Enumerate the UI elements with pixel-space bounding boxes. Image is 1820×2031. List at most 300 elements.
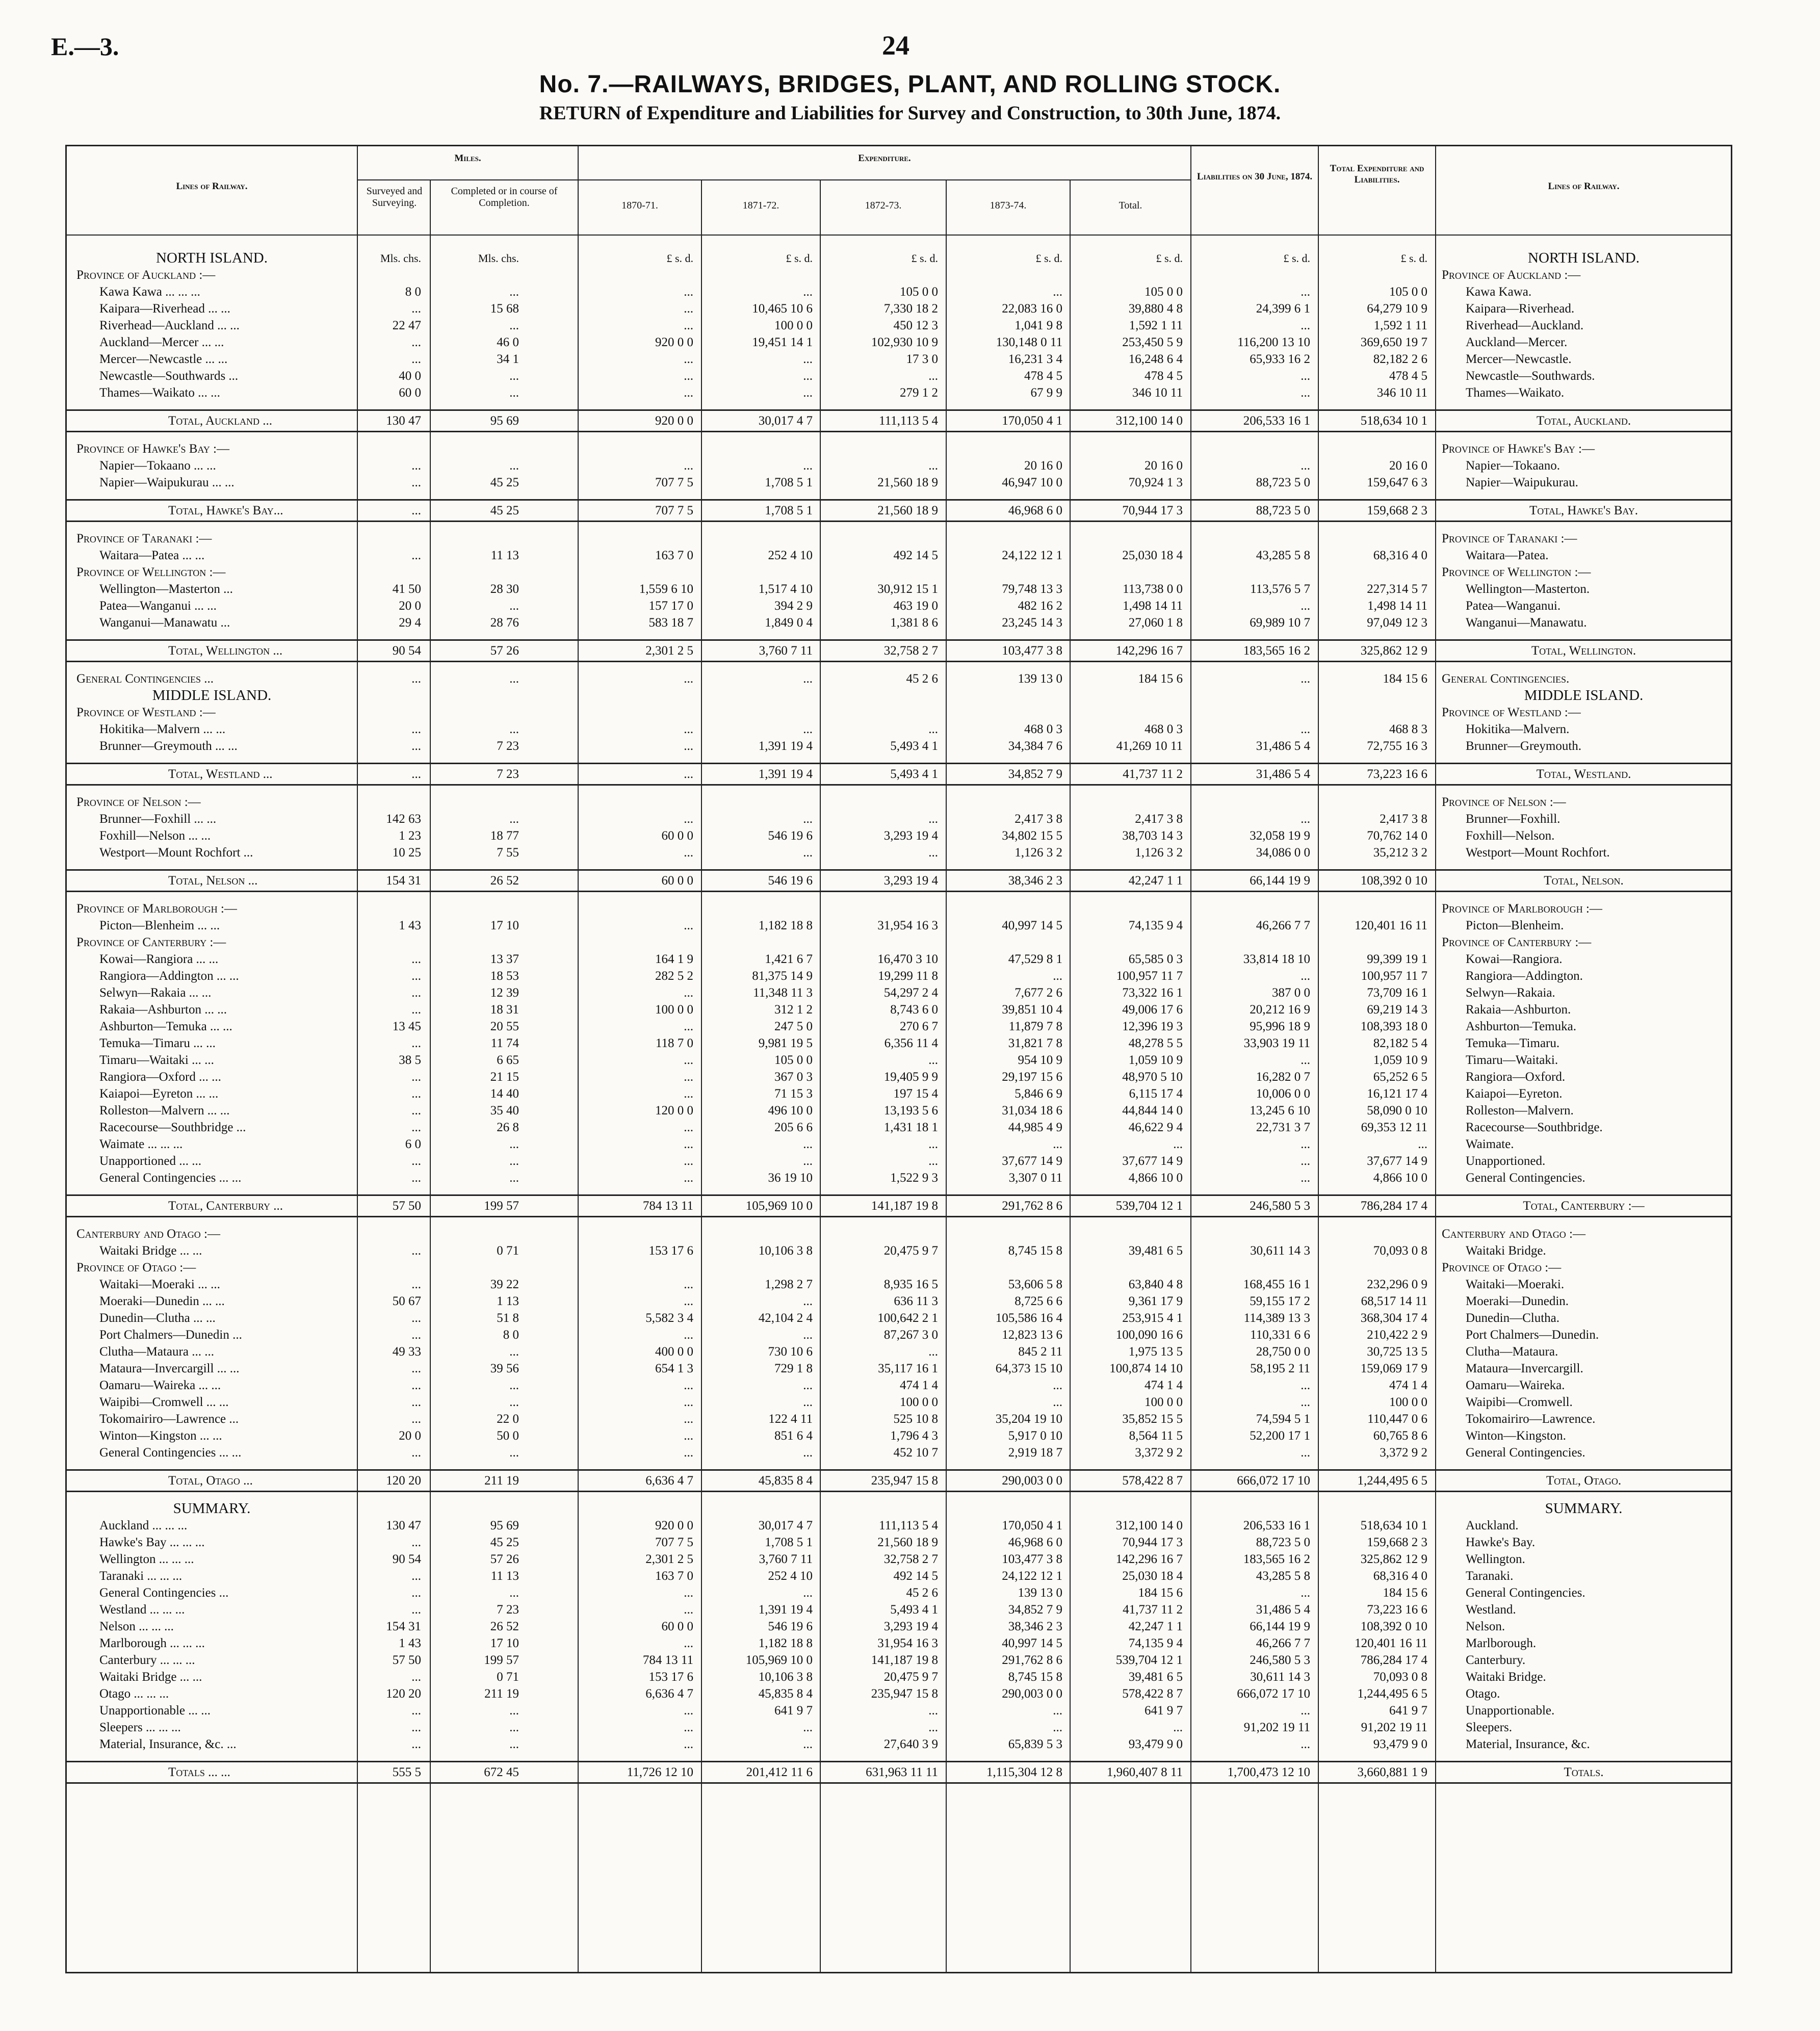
cell-surv: 120 20: [386, 1474, 421, 1488]
cell-e1: ...: [684, 1603, 693, 1617]
row-label-right: Total, Westland.: [1536, 767, 1631, 781]
cell-e2: 730 10 6: [768, 1345, 813, 1359]
cell-gt: 16,121 17 4: [1367, 1087, 1427, 1101]
cell-liab: ...: [1301, 722, 1310, 736]
cell-tot: 6,115 17 4: [1129, 1087, 1183, 1101]
cell-surv: ...: [411, 335, 421, 349]
row-label-right: Auckland.: [1466, 1519, 1519, 1532]
cell-comp: ...: [509, 459, 519, 473]
cell-e4: 103,477 3 8: [1002, 644, 1062, 658]
table-row: [0, 300, 1820, 317]
cell-tot: 35,852 15 5: [1122, 1412, 1183, 1426]
cell-comp: 8 0: [503, 1328, 519, 1342]
cell-liab: 95,996 18 9: [1250, 1020, 1310, 1033]
table-row: [0, 1444, 1820, 1461]
cell-e2: 546 19 6: [768, 1620, 813, 1633]
rule-line: [65, 1782, 1732, 1784]
row-label: Racecourse—Southbridge ...: [99, 1121, 246, 1134]
cell-gt: 108,393 18 0: [1360, 1020, 1427, 1033]
cell-e3: 20,475 9 7: [883, 1670, 938, 1684]
table-row: [0, 1534, 1820, 1551]
cell-surv: ...: [411, 1704, 421, 1717]
cell-e1: 120 0 0: [655, 1104, 693, 1117]
cell-surv: ...: [411, 1244, 421, 1258]
cell-e2: 10,106 3 8: [758, 1670, 813, 1684]
table-row: [0, 766, 1820, 783]
cell-tot: 1,592 1 11: [1129, 319, 1183, 332]
cell-surv: ...: [411, 1036, 421, 1050]
unit-lsd-2: £ s. d.: [786, 252, 813, 265]
cell-tot: 49,006 17 6: [1122, 1003, 1183, 1017]
cell-surv: ...: [411, 1737, 421, 1751]
row-label-right: Waitaki—Moeraki.: [1466, 1278, 1565, 1291]
cell-comp: 11 13: [490, 1569, 519, 1583]
cell-e4: 1,126 3 2: [1015, 846, 1062, 860]
table-row: [0, 1035, 1820, 1052]
row-label-right: Oamaru—Waireka.: [1466, 1378, 1565, 1392]
cell-e3: 5,493 4 1: [890, 1603, 938, 1617]
cell-tot: 578,422 8 7: [1122, 1687, 1183, 1701]
cell-surv: 8 0: [405, 285, 421, 299]
cell-e2: 9,981 19 5: [758, 1036, 813, 1050]
row-label: Winton—Kingston ... ...: [99, 1429, 222, 1443]
cell-e3: 45 2 6: [906, 1586, 938, 1600]
cell-e3: 31,954 16 3: [877, 1636, 938, 1650]
unit-surveyed: Mls. chs.: [380, 252, 421, 265]
cell-e4: ...: [1053, 1721, 1062, 1734]
cell-comp: 26 52: [490, 874, 519, 888]
cell-liab: 110,331 6 6: [1250, 1328, 1310, 1342]
cell-comp: ...: [509, 672, 519, 686]
cell-gt: 35,212 3 2: [1373, 846, 1427, 860]
cell-liab: 206,533 16 1: [1243, 414, 1310, 428]
cell-e1: 60 0 0: [661, 874, 693, 888]
cell-e4: 38,346 2 3: [1008, 1620, 1062, 1633]
table-row: [0, 1069, 1820, 1085]
row-label: Total, Nelson ...: [168, 874, 258, 888]
cell-comp: 17 10: [490, 919, 519, 932]
cell-liab: 88,723 5 0: [1256, 504, 1310, 517]
row-label-right: General Contingencies.: [1442, 672, 1570, 686]
cell-comp: ...: [509, 285, 519, 299]
row-label-right: Nelson.: [1466, 1620, 1505, 1633]
cell-e4: 8,745 15 8: [1008, 1244, 1062, 1258]
cell-e3: 21,560 18 9: [877, 476, 938, 489]
cell-gt: 110,447 0 6: [1367, 1412, 1427, 1426]
cell-tot: 100 0 0: [1145, 1395, 1183, 1409]
row-label-right: Wellington.: [1466, 1552, 1525, 1566]
row-label: Clutha—Mataura ... ...: [99, 1345, 214, 1359]
cell-comp: 211 19: [484, 1687, 519, 1701]
cell-gt: 184 15 6: [1383, 672, 1427, 686]
row-label-right: Racecourse—Southbridge.: [1466, 1121, 1603, 1134]
cell-e3: 8,935 16 5: [883, 1278, 938, 1291]
table-row: [0, 968, 1820, 984]
row-label: Wellington—Masterton ...: [99, 582, 233, 596]
cell-e4: 170,050 4 1: [1002, 1519, 1062, 1532]
cell-e4: 12,823 13 6: [1002, 1328, 1062, 1342]
cell-gt: 120,401 16 11: [1355, 1636, 1427, 1650]
row-label: Port Chalmers—Dunedin ...: [99, 1328, 242, 1342]
row-label: Province of Westland :—: [76, 706, 216, 719]
cell-e1: ...: [684, 352, 693, 366]
row-label: Hawke's Bay ... ... ...: [99, 1535, 205, 1549]
table-row: [0, 597, 1820, 614]
cell-gt: 69,219 14 3: [1367, 1003, 1427, 1017]
unit-lsd-1: £ s. d.: [666, 252, 693, 265]
cell-comp: 35 40: [490, 1104, 519, 1117]
row-label-right: Ashburton—Temuka.: [1466, 1020, 1576, 1033]
cell-liab: 168,455 16 1: [1243, 1278, 1310, 1291]
cell-gt: 3,372 9 2: [1380, 1446, 1427, 1460]
cell-gt: 70,093 0 8: [1373, 1670, 1427, 1684]
cell-e3: 13,193 5 6: [883, 1104, 938, 1117]
row-label: Otago ... ... ...: [99, 1687, 169, 1701]
cell-e2: ...: [803, 1328, 813, 1342]
table-row: [0, 844, 1820, 861]
cell-surv: 57 50: [392, 1199, 421, 1213]
table-row: [0, 1226, 1820, 1242]
row-label-right: Total, Wellington.: [1531, 644, 1636, 658]
cell-liab: 31,486 5 4: [1256, 1603, 1310, 1617]
row-label: Patea—Wanganui ... ...: [99, 599, 217, 613]
header-1870-71: 1870-71.: [621, 200, 658, 211]
cell-e1: 282 5 2: [655, 969, 693, 983]
cell-e4: 291,762 8 6: [1002, 1199, 1062, 1213]
cell-e2: 252 4 10: [768, 1569, 813, 1583]
cell-surv: ...: [411, 1104, 421, 1117]
cell-comp: 45 25: [490, 476, 519, 489]
rule-line: [65, 499, 1732, 501]
cell-e2: 1,708 5 1: [765, 1535, 813, 1549]
row-label-right: Total, Otago.: [1546, 1474, 1622, 1488]
cell-comp: 7 23: [497, 767, 519, 781]
cell-e2: 312 1 2: [774, 1003, 813, 1017]
cell-surv: ...: [411, 1003, 421, 1017]
table-row: [0, 900, 1820, 917]
row-label-right: Province of Otago :—: [1442, 1261, 1562, 1274]
cell-surv: ...: [411, 1603, 421, 1617]
rule-line: [65, 639, 1732, 641]
cell-tot: 142,296 16 7: [1115, 1552, 1183, 1566]
cell-tot: 539,704 12 1: [1115, 1653, 1183, 1667]
cell-e2: 1,182 18 8: [758, 1636, 813, 1650]
row-label: Wanganui—Manawatu ...: [99, 616, 230, 630]
cell-gt: 786,284 17 4: [1360, 1653, 1427, 1667]
cell-e4: 5,917 0 10: [1008, 1429, 1062, 1443]
table-row: [0, 1242, 1820, 1259]
table-row: [0, 502, 1820, 519]
cell-surv: ...: [411, 1087, 421, 1101]
row-label: MIDDLE ISLAND.: [152, 687, 272, 704]
table-row: [0, 1102, 1820, 1119]
cell-surv: ...: [411, 1412, 421, 1426]
header-total: Total.: [1119, 200, 1142, 211]
cell-surv: 90 54: [392, 1552, 421, 1566]
unit-lsd-6: £ s. d.: [1283, 252, 1310, 265]
cell-gt: 518,634 10 1: [1360, 414, 1427, 428]
row-label: Brunner—Foxhill ... ...: [99, 812, 217, 826]
cell-liab: 20,212 16 9: [1250, 1003, 1310, 1017]
cell-gt: 70,093 0 8: [1373, 1244, 1427, 1258]
cell-tot: 468 0 3: [1145, 722, 1183, 736]
cell-comp: ...: [509, 599, 519, 613]
row-label: Waitara—Patea ... ...: [99, 549, 205, 562]
row-label-right: Brunner—Greymouth.: [1466, 739, 1582, 753]
cell-comp: 14 40: [490, 1087, 519, 1101]
cell-e2: 1,708 5 1: [765, 504, 813, 517]
cell-liab: 46,266 7 7: [1256, 1636, 1310, 1650]
row-label: Wellington ... ... ...: [99, 1552, 194, 1566]
cell-e4: 40,997 14 5: [1002, 919, 1062, 932]
cell-e2: 10,106 3 8: [758, 1244, 813, 1258]
cell-comp: ...: [509, 1446, 519, 1460]
cell-e1: 920 0 0: [655, 335, 693, 349]
cell-e2: 1,849 0 4: [765, 616, 813, 630]
cell-liab: 33,903 19 11: [1243, 1036, 1310, 1050]
row-label-right: Port Chalmers—Dunedin.: [1466, 1328, 1599, 1342]
table-row: [0, 351, 1820, 368]
row-label-right: Waitaki Bridge.: [1466, 1670, 1546, 1684]
cell-e3: 31,954 16 3: [877, 919, 938, 932]
cell-e1: 784 13 11: [642, 1199, 693, 1213]
rule-line: [65, 1216, 1732, 1217]
row-label-right: Province of Auckland :—: [1442, 268, 1581, 282]
cell-comp: 22 0: [497, 1412, 519, 1426]
cell-liab: 1,700,473 12 10: [1227, 1765, 1310, 1779]
cell-e1: ...: [684, 302, 693, 316]
cell-comp: 50 0: [497, 1429, 519, 1443]
cell-e3: 54,297 2 4: [883, 986, 938, 1000]
table-title: No. 7.—RAILWAYS, BRIDGES, PLANT, AND ROLLING STOCK.: [539, 71, 1281, 98]
rule-line: [65, 431, 1732, 432]
cell-liab: ...: [1301, 1378, 1310, 1392]
cell-tot: 41,269 10 11: [1116, 739, 1183, 753]
table-row: [0, 811, 1820, 827]
row-label-right: Tokomairiro—Lawrence.: [1466, 1412, 1596, 1426]
cell-e1: 163 7 0: [655, 1569, 693, 1583]
cell-e1: 5,582 3 4: [645, 1311, 693, 1325]
cell-e4: 290,003 0 0: [1002, 1687, 1062, 1701]
cell-liab: 46,266 7 7: [1256, 919, 1310, 932]
cell-e3: ...: [928, 1137, 938, 1151]
cell-comp: 15 68: [490, 302, 519, 316]
cell-tot: 20 16 0: [1145, 459, 1183, 473]
row-label: Auckland ... ... ...: [99, 1519, 188, 1532]
cell-gt: 159,668 2 3: [1367, 1535, 1427, 1549]
row-label: Province of Otago :—: [76, 1261, 196, 1274]
row-label: Total, Canterbury ...: [168, 1199, 283, 1213]
cell-e3: 111,113 5 4: [879, 414, 938, 428]
cell-gt: 468 8 3: [1389, 722, 1427, 736]
cell-tot: 105 0 0: [1145, 285, 1183, 299]
row-label: Moeraki—Dunedin ... ...: [99, 1294, 225, 1308]
cell-e3: 6,356 11 4: [884, 1036, 938, 1050]
cell-gt: 20 16 0: [1389, 459, 1427, 473]
row-label-right: Napier—Waipukurau.: [1466, 476, 1578, 489]
row-label-right: Unapportionable.: [1466, 1704, 1555, 1717]
row-label-right: Wellington—Masterton.: [1466, 582, 1590, 596]
cell-tot: 641 9 7: [1145, 1704, 1183, 1717]
cell-e1: ...: [684, 1636, 693, 1650]
table-row: [0, 334, 1820, 351]
cell-surv: 10 25: [392, 846, 421, 860]
table-row: [0, 1085, 1820, 1102]
cell-tot: 38,703 14 3: [1122, 829, 1183, 843]
cell-e4: 1,041 9 8: [1015, 319, 1062, 332]
cell-surv: 154 31: [386, 1620, 421, 1633]
cell-e2: ...: [803, 846, 813, 860]
cell-tot: 39,880 4 8: [1128, 302, 1183, 316]
cell-e2: ...: [803, 1395, 813, 1409]
cell-e3: 235,947 15 8: [871, 1474, 938, 1488]
cell-e3: 452 10 7: [893, 1446, 938, 1460]
row-label-right: Sleepers.: [1466, 1721, 1512, 1734]
cell-e3: ...: [928, 459, 938, 473]
row-label-right: Picton—Blenheim.: [1466, 919, 1564, 932]
cell-comp: 46 0: [497, 335, 519, 349]
cell-e4: 105,586 16 4: [995, 1311, 1062, 1325]
cell-gt: 73,223 16 6: [1367, 767, 1427, 781]
cell-e1: ...: [684, 1721, 693, 1734]
cell-e2: 1,391 19 4: [758, 767, 813, 781]
cell-gt: 369,650 19 7: [1360, 335, 1427, 349]
cell-comp: ...: [509, 1378, 519, 1392]
cell-e3: 1,796 4 3: [890, 1429, 938, 1443]
cell-tot: 1,975 13 5: [1128, 1345, 1183, 1359]
cell-e3: ...: [928, 1721, 938, 1734]
cell-surv: ...: [411, 1670, 421, 1684]
table-row: [0, 687, 1820, 704]
row-label: Timaru—Waitaki ... ...: [99, 1053, 214, 1067]
cell-e2: 3,760 7 11: [759, 1552, 813, 1566]
table-row: [0, 474, 1820, 491]
cell-comp: 18 77: [490, 829, 519, 843]
cell-e1: 153 17 6: [648, 1244, 693, 1258]
table-row: [0, 794, 1820, 811]
cell-e1: ...: [684, 369, 693, 383]
cell-surv: 130 47: [386, 414, 421, 428]
cell-e4: 139 13 0: [1018, 1586, 1062, 1600]
row-label-right: Kowai—Rangiora.: [1466, 952, 1563, 966]
cell-comp: 11 74: [490, 1036, 519, 1050]
cell-surv: 49 33: [392, 1345, 421, 1359]
cell-surv: ...: [411, 722, 421, 736]
cell-tot: 39,481 6 5: [1128, 1244, 1183, 1258]
row-label: Mercer—Newcastle ... ...: [99, 352, 228, 366]
cell-surv: ...: [411, 1154, 421, 1168]
cell-liab: 32,058 19 9: [1250, 829, 1310, 843]
cell-e2: 105,969 10 0: [745, 1199, 813, 1213]
cell-gt: 227,314 5 7: [1367, 582, 1427, 596]
row-label-right: Foxhill—Nelson.: [1466, 829, 1555, 843]
cell-e4: ...: [1053, 285, 1062, 299]
cell-e3: 21,560 18 9: [877, 504, 938, 517]
row-label-right: Mercer—Newcastle.: [1466, 352, 1572, 366]
cell-gt: 108,392 0 10: [1360, 1620, 1427, 1633]
table-row: [0, 1394, 1820, 1411]
cell-e4: 79,748 13 3: [1002, 582, 1062, 596]
cell-e1: 707 7 5: [655, 504, 693, 517]
cell-tot: 25,030 18 4: [1122, 549, 1183, 562]
cell-tot: 3,372 9 2: [1135, 1446, 1183, 1460]
cell-e1: 654 1 3: [655, 1362, 693, 1375]
cell-surv: ...: [411, 1586, 421, 1600]
cell-e3: 17 3 0: [906, 352, 938, 366]
table-row: [0, 951, 1820, 968]
cell-comp: 7 55: [497, 846, 519, 860]
cell-tot: ...: [1173, 1721, 1183, 1734]
cell-e2: 105 0 0: [774, 1053, 813, 1067]
row-label-right: Province of Nelson :—: [1442, 795, 1566, 809]
cell-gt: 518,634 10 1: [1360, 1519, 1427, 1532]
unit-lsd-5: £ s. d.: [1156, 252, 1183, 265]
table-row: [0, 317, 1820, 334]
table-row: [0, 1018, 1820, 1035]
cell-e2: 36 19 10: [768, 1171, 813, 1185]
cell-surv: ...: [411, 672, 421, 686]
cell-tot: 1,960,407 8 11: [1106, 1765, 1183, 1779]
cell-gt: 641 9 7: [1389, 1704, 1427, 1717]
row-label-right: Unapportioned.: [1466, 1154, 1546, 1168]
cell-surv: ...: [411, 986, 421, 1000]
row-label-right: Clutha—Mataura.: [1466, 1345, 1558, 1359]
cell-surv: 22 47: [392, 319, 421, 332]
cell-e1: ...: [684, 1378, 693, 1392]
cell-e4: 34,802 15 5: [1002, 829, 1062, 843]
table-row: [0, 1136, 1820, 1153]
cell-comp: 1 13: [497, 1294, 519, 1308]
rule-line: [65, 763, 1732, 764]
cell-liab: ...: [1301, 1586, 1310, 1600]
cell-e4: 11,879 7 8: [1008, 1020, 1062, 1033]
row-label: Province of Taranaki :—: [76, 532, 212, 545]
row-label-right: Hokitika—Malvern.: [1466, 722, 1570, 736]
cell-gt: 1,592 1 11: [1373, 319, 1427, 332]
cell-e4: 24,122 12 1: [1002, 549, 1062, 562]
cell-liab: ...: [1301, 319, 1310, 332]
cell-e4: ...: [1053, 1704, 1062, 1717]
cell-tot: 1,059 10 9: [1128, 1053, 1183, 1067]
row-label: General Contingencies ...: [99, 1586, 229, 1600]
cell-e4: 2,919 18 7: [1008, 1446, 1062, 1460]
table-row: [0, 917, 1820, 934]
cell-e2: 247 5 0: [774, 1020, 813, 1033]
cell-surv: ...: [411, 1446, 421, 1460]
cell-comp: ...: [509, 1137, 519, 1151]
cell-e2: 205 6 6: [774, 1121, 813, 1134]
cell-liab: 33,814 18 10: [1243, 952, 1310, 966]
cell-e3: 16,470 3 10: [877, 952, 938, 966]
table-row: [0, 1584, 1820, 1601]
row-label-right: Brunner—Foxhill.: [1466, 812, 1561, 826]
row-label-right: Thames—Waikato.: [1466, 386, 1565, 400]
cell-e3: ...: [928, 846, 938, 860]
cell-comp: 26 52: [490, 1620, 519, 1633]
table-row: [0, 1618, 1820, 1635]
row-label-right: Temuka—Timaru.: [1466, 1036, 1560, 1050]
table-row: [0, 984, 1820, 1001]
cell-gt: 64,279 10 9: [1367, 302, 1427, 316]
cell-e3: 631,963 11 11: [866, 1765, 938, 1779]
cell-e1: ...: [684, 1121, 693, 1134]
cell-comp: 28 76: [490, 616, 519, 630]
cell-e3: 3,293 19 4: [883, 874, 938, 888]
header-lines: Lines of Railway.: [176, 181, 248, 192]
cell-gt: 3,660,881 1 9: [1357, 1765, 1427, 1779]
cell-surv: ...: [411, 969, 421, 983]
cell-gt: 1,244,495 6 5: [1357, 1687, 1427, 1701]
